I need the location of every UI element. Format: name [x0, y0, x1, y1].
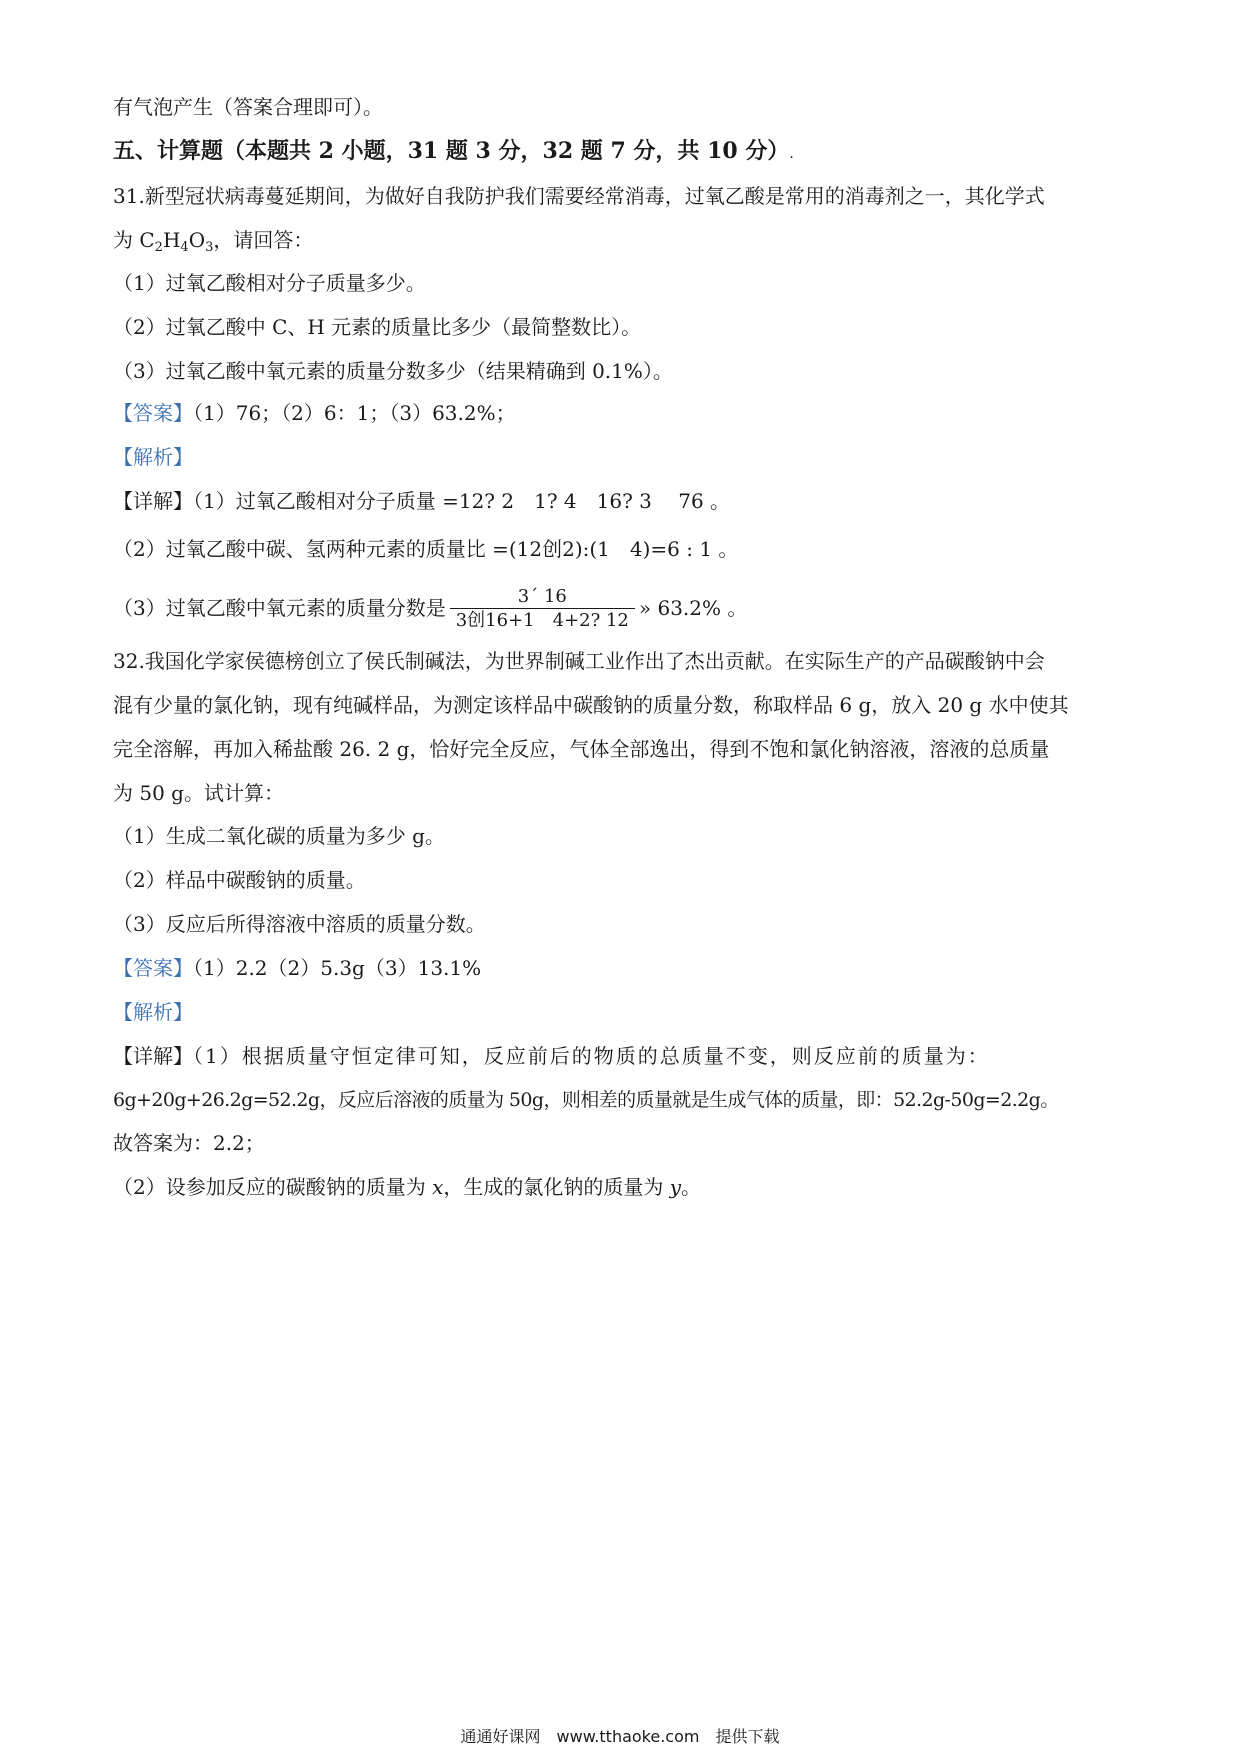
detail4-end: 。 [681, 1175, 702, 1199]
q32-part2: （2）样品中碳酸钠的质量。 [113, 868, 366, 892]
q31-stem-line1: 31.新型冠状病毒蔓延期间，为做好自我防护我们需要经常消毒，过氧乙酸是常用的消毒剂之一，其化学式 [113, 184, 1045, 208]
formula-h: H [162, 228, 181, 252]
q31-stem-line2 [113, 225, 313, 263]
heading-dot: . [789, 146, 794, 162]
q31-detail-3 [113, 586, 747, 633]
fraction-numerator: 3´ 16 [450, 586, 635, 609]
section-heading [113, 136, 794, 169]
q32-detail-1 [113, 1041, 990, 1071]
formula-c: 为 C [113, 228, 155, 252]
fraction-denominator: 3创16+1 4+2? 12 [455, 610, 629, 631]
formula-o: O [188, 228, 206, 252]
formula-sub1: 2 [154, 240, 163, 255]
q31-detail-1 [113, 486, 730, 516]
q32-stem-line4: 为 50 g。试计算： [113, 781, 284, 805]
answer-text: （1）2.2（2）5.3g（3）13.1% [193, 956, 482, 980]
q32-answer [113, 953, 481, 983]
mass-fraction-formula [450, 586, 635, 633]
q32-stem-line2: 混有少量的氯化钠，现有纯碱样品，为测定该样品中碳酸钠的质量分数，称取样品 6 g，放入 20 g 水中使其 [113, 693, 1069, 717]
q31-answer [113, 398, 516, 428]
variable-x: x [432, 1175, 444, 1199]
q32-detail-2: 6g+20g+26.2g=52.2g，反应后溶液的质量为 50g，则相差的质量就是生成气体的质量，即：52.2g-50g=2.2g。 [113, 1089, 1059, 1111]
q31-part1: （1）过氧乙酸相对分子质量多少。 [113, 271, 426, 295]
section-heading-text: 五、计算题（本题共 2 小题，31 题 3 分，32 题 7 分，共 10 分） [113, 138, 790, 164]
answer-tag: 【答案】 [113, 956, 193, 980]
answer-tail-line: 有气泡产生（答案合理即可）。 [113, 95, 383, 119]
detail4-prefix: （2）设参加反应的碳酸钠的质量为 [113, 1175, 433, 1199]
q32-stem-line1: 32.我国化学家侯德榜创立了侯氏制碱法，为世界制碱工业作出了杰出贡献。在实际生产的产品碳酸钠中会 [113, 649, 1045, 673]
formula-sub3: 3 [205, 240, 214, 255]
formula-sub2: 4 [180, 240, 189, 255]
page-footer: 通通好课网 www.tthaoke.com 提供下载 [460, 1727, 780, 1746]
q32-analysis-tag: 【解析】 [113, 1000, 193, 1024]
q32-detail-3: 故答案为：2.2； [113, 1131, 265, 1155]
detail3-prefix: （3）过氧乙酸中氧元素的质量分数是 [113, 596, 446, 620]
detail3-result: » 63.2% 。 [638, 596, 748, 620]
q32-stem-line3: 完全溶解，再加入稀盐酸 26. 2 g，恰好完全反应，气体全部逸出，得到不饱和氯化钠溶液，溶液的总质量 [113, 737, 1050, 761]
q31-analysis-tag: 【解析】 [113, 445, 193, 469]
detail-tag: 【详解】 [113, 1044, 193, 1068]
answer-text: （1）76；（2）6：1；（3）63.2%； [193, 401, 516, 425]
answer-tag: 【答案】 [113, 401, 193, 425]
q32-detail-4 [113, 1172, 701, 1202]
detail-tag: 【详解】 [113, 489, 193, 513]
detail-text: （1）根据质量守恒定律可知，反应前后的物质的总质量不变，则反应前的质量为： [193, 1044, 990, 1068]
q32-part3: （3）反应后所得溶液中溶质的质量分数。 [113, 912, 486, 936]
q31-detail-2: （2）过氧乙酸中碳、氢两种元素的质量比 =(12创2):(1 4)=6 : 1 。 [113, 537, 739, 561]
detail-text: （1）过氧乙酸相对分子质量 =12? 2 1? 4 16? 3 76 。 [193, 489, 731, 513]
detail4-middle: ，生成的氯化钠的质量为 [443, 1175, 670, 1199]
q31-part3: （3）过氧乙酸中氧元素的质量分数多少（结果精确到 0.1%）。 [113, 359, 673, 383]
q32-part1: （1）生成二氧化碳的质量为多少 g。 [113, 824, 445, 848]
formula-tail: ，请回答： [213, 228, 314, 252]
variable-y: y [669, 1175, 682, 1199]
q31-part2: （2）过氧乙酸中 C、H 元素的质量比多少（最简整数比）。 [113, 315, 642, 339]
